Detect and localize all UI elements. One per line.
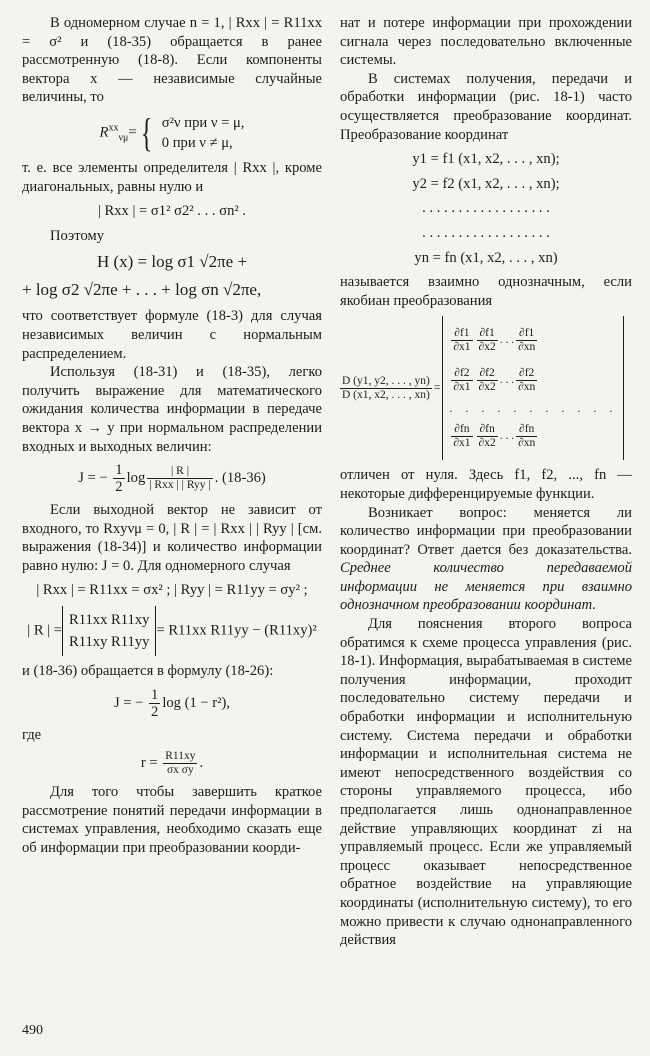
jacobian-matrix	[442, 316, 624, 460]
jacobian-lhs: $\frac{D (y1, y2, . . . , yn)}{D (x1, x2, . . . , xn)}$ =	[342, 374, 441, 401]
paragraph: Для того чтобы завершить краткое рассмотрение понятий передачи информации в системах управления, необходимо сказать еще об информации при преобразовании коорди-	[22, 784, 322, 857]
equation-y2: y2 = f2 (x1, x2, . . . , xn);	[412, 175, 560, 192]
italic-statement: Среднее количество передаваемой информации не меняется при взаимно однозначном преобразовании координат.	[340, 560, 632, 614]
equation-18-36: J = − $\frac{1}{2}$ log $\frac{| R |}{\text{| Rxx | | Ryy |}}$ . (18-36)	[78, 462, 266, 496]
paragraph: что соответствует формуле (18-3) для случая независимых величин с нормальным распределением.	[22, 308, 322, 362]
jacobian-row: $\frac{\partial fn}{\partial x1}$ $\frac{\partial fn}{\partial x2}$ . . . $\frac{\partial fn}{\partial xn}$	[453, 422, 536, 449]
equation-R-determinant: | R | = R11xx R11xy R11xy R11yy = R11xx R11yy − (R11xy)²	[22, 606, 322, 656]
equation-entropy-line1: H (x) = log σ1 √2πe +	[96, 252, 248, 272]
paragraph: В системах получения, передачи и обработки информации (рис. 18-1) часто осуществляется преобразование координат. Преобразование координат	[340, 70, 632, 143]
equation-correlation: r = $\frac{R11xy}{\text{σx σy}}$ .	[140, 750, 204, 777]
paragraph: Для пояснения второго вопроса обратимся к схеме процесса управления (рис. 18-1). Информация, вырабатываемая в системе получения информации, проходит последовательно систему передачи и обработки информации и исполнительную систему. Система передачи и обработки информации и исполнительная система не имеют непосредственного воздействия со стороны управляемого процесса, ибо предполагается лишь однонаправленное действие управляющих координат zi на управляемый процесс. Если же управляемый процесс оказывает непосредственное обратное воздействие на управляющие координаты (исполнительную систему), то его можно привести к случаю однонаправленного действия	[340, 616, 633, 949]
page-number: 490	[22, 1023, 43, 1038]
jacobian-row: $\frac{\partial f1}{\partial x1}$ $\frac{\partial f1}{\partial x2}$ . . . $\frac{\partial f1}{\partial xn}$	[453, 326, 536, 353]
equation-18-26: J = − $\frac{1}{2}$ log (1 − r²),	[113, 686, 231, 720]
determinant-2x2: R11xx R11xy R11xy R11yy	[62, 606, 156, 656]
equation-cases: $R^{xx}_{\nu\mu}=${ σ²ν при ν = μ, 0 при ν ≠ μ,	[99, 109, 245, 155]
right-column	[340, 14, 632, 950]
jacobian-equation	[338, 316, 632, 460]
jacobian-row: $\frac{\partial f2}{\partial x1}$ $\frac{\partial f2}{\partial x2}$ . . . $\frac{\partial f2}{\partial xn}$	[453, 366, 536, 393]
brace: {	[140, 109, 152, 155]
equation-dots: . . . . . . . . . . . . . . . . . .	[422, 224, 550, 241]
equation-determinant: | Rxx | = σ1² σ2² . . . σn² .	[97, 203, 247, 220]
equation-yn: yn = fn (x1, x2, . . . , xn)	[414, 249, 558, 266]
paragraph: и (18-36) обращается в формулу (18-26):	[22, 663, 274, 680]
paragraph: отличен от нуля. Здесь f1, f2, ..., fn — некоторые дифференцируемые функции.	[340, 467, 632, 502]
cases-block: σ²ν при ν = μ, 0 при ν ≠ μ,	[161, 114, 245, 151]
paragraph: т. е. все элементы определителя | Rxx |, кроме диагональных, равны нулю и	[22, 159, 322, 195]
equation-dots: . . . . . . . . . . . . . . . . . .	[422, 200, 550, 217]
paragraph: нат и потере информации при прохождении сигнала через последовательно включенные системы.	[340, 15, 632, 69]
jacobian-dots-row: . . . . . . . . . . .	[449, 401, 618, 416]
paragraph: Поэтому	[50, 227, 105, 244]
paragraph: В одномерном случае n = 1, | Rxx | = R11xx = σ² и (18-35) обращается в ранее рассмотренную (18-8). Если компоненты вектора x — независимые случайные величины, то	[22, 15, 322, 106]
paragraph: где	[22, 726, 42, 743]
paragraph: называется взаимно однозначным, если якобиан преобразования	[340, 274, 632, 309]
equation-y1: y1 = f1 (x1, x2, . . . , xn);	[412, 151, 560, 168]
paragraph: Возникает вопрос: меняется ли количество информации при преобразовании координат? Ответ дается без доказательства. Среднее количество передаваемой информации не меняется при взаимно однозначном преобразовании координат.	[340, 504, 632, 614]
paragraph: Если выходной вектор не зависит от входного, то Rxyνμ = 0, | R | = | Rxx | | Ryy | [см. выражения (18-34)] и количество информации равно нулю: J = 0. Для одномерного случая	[22, 502, 322, 574]
equation-scalar-case: | Rxx | = R11xx = σx² ; | Ryy | = R11yy = σy² ;	[36, 582, 308, 599]
paragraph: Используя (18-31) и (18-35), легко получить выражение для математического ожидания количества информации в передаче вектора x → y при нормальном распределении входных и выходных величин:	[22, 364, 322, 455]
left-column	[22, 14, 322, 858]
equation-entropy-line2: + log σ2 √2πe + . . . + log σn √2πe,	[22, 280, 262, 300]
